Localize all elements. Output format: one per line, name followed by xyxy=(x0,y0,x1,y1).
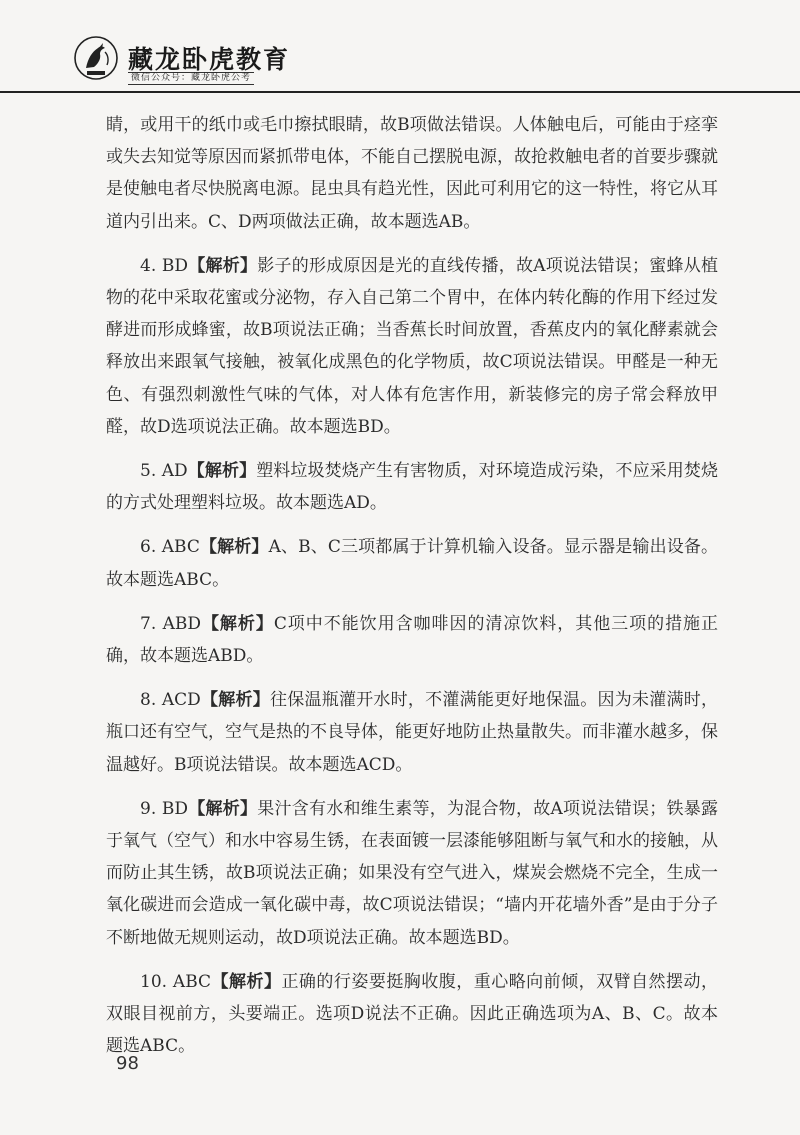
answer-label: 4. BD xyxy=(140,255,188,276)
answer-text: 正确的行姿要挺胸收腹，重心略向前倾，双臂自然摆动，双眼目视前方，头要端正。选项D说法不正确。因此正确选项为A、B、C。故本题选ABC。 xyxy=(106,971,718,1057)
answer-text: 往保温瓶灌开水时，不灌满能更好地保温。因为未灌满时，瓶口还有空气，空气是热的不良导体，能更好地防止热量散失。而非灌水越多，保温越好。B项说法错误。故本题选ACD。 xyxy=(106,690,718,775)
answer-label: 6. ABC xyxy=(140,537,200,558)
analysis-tag: 【解析】 xyxy=(200,690,270,711)
answer-label: 7. ABD xyxy=(140,613,201,634)
analysis-tag: 【解析】 xyxy=(187,461,257,482)
brand-title: 藏龙卧虎教育 xyxy=(128,45,291,74)
analysis-tag: 【解析】 xyxy=(201,613,274,634)
page-number: 98 xyxy=(116,1053,139,1074)
analysis-tag: 【解析】 xyxy=(199,537,269,558)
answer-text: A、B、C三项都属于计算机输入设备。显示器是输出设备。故本题选ABC。 xyxy=(106,537,718,590)
answer-item-8 xyxy=(106,684,718,781)
answer-item-5 xyxy=(106,455,718,519)
answer-item-10 xyxy=(106,966,718,1063)
tiger-dragon-logo-icon xyxy=(72,34,120,82)
answer-text: 影子的形成原因是光的直线传播，故A项说法错误；蜜蜂从植物的花中采取花蜜或分泌物，存入自己第二个胃中，在体内转化酶的作用下经过发酵进而形成蜂蜜，故B项说法正确；当香蕉长时间放置，香蕉皮内的氧化酵素就会释放出来跟氧气接触，被氧化成黑色的化学物质，故C项说法错误。甲醛是一种无色、有强烈刺激性气味的气体，对人体有危害作用，新装修完的房子常会释放甲醛，故D选项说法正确。故本题选BD。 xyxy=(106,255,719,437)
analysis-tag: 【解析】 xyxy=(211,971,282,992)
analysis-tag: 【解析】 xyxy=(188,255,258,276)
answer-text: C项中不能饮用含咖啡因的清凉饮料，其他三项的措施正确，故本题选ABD。 xyxy=(106,613,718,667)
answer-item-9 xyxy=(106,793,718,954)
page-header xyxy=(0,0,800,98)
header-divider xyxy=(0,91,800,93)
analysis-tag: 【解析】 xyxy=(188,798,258,819)
answer-explanations xyxy=(106,109,718,1062)
continuation-paragraph: 睛，或用干的纸巾或毛巾擦拭眼睛，故B项做法错误。人体触电后，可能由于痉挛或失去知觉等原因而紧抓带电体，不能自己摆脱电源，故抢救触电者的首要步骤就是使触电者尽快脱离电源。昆虫具有趋光性，因此可利用它的这一特性，将它从耳道内引出来。C、D两项做法正确，故本题选AB。 xyxy=(106,115,718,232)
answer-item-4 xyxy=(106,250,718,443)
answer-label: 9. BD xyxy=(140,798,188,819)
answer-item-7 xyxy=(106,608,718,672)
answer-item-6 xyxy=(106,531,718,595)
answer-label: 10. ABC xyxy=(140,971,212,992)
answer-text: 果汁含有水和维生素等，为混合物，故A项说法错误；铁暴露于氧气（空气）和水中容易生锈，在表面镀一层漆能够阻断与氧气和水的接触，从而防止其生锈，故B项说法正确；如果没有空气进入，煤炭会燃烧不完全，生成一氧化碳进而会造成一氧化碳中毒，故C项说法错误；“墙内开花墙外香”是由于分子不断地做无规则运动，故D项说法正确。故本题选BD。 xyxy=(106,798,719,948)
answer-text: 塑料垃圾焚烧产生有害物质，对环境造成污染，不应采用焚烧的方式处理塑料垃圾。故本题选AD。 xyxy=(106,461,719,514)
brand-subtitle: 微信公众号：藏龙卧虎公考 xyxy=(128,72,254,85)
answer-label: 8. ACD xyxy=(140,690,201,711)
answer-label: 5. AD xyxy=(140,461,188,482)
